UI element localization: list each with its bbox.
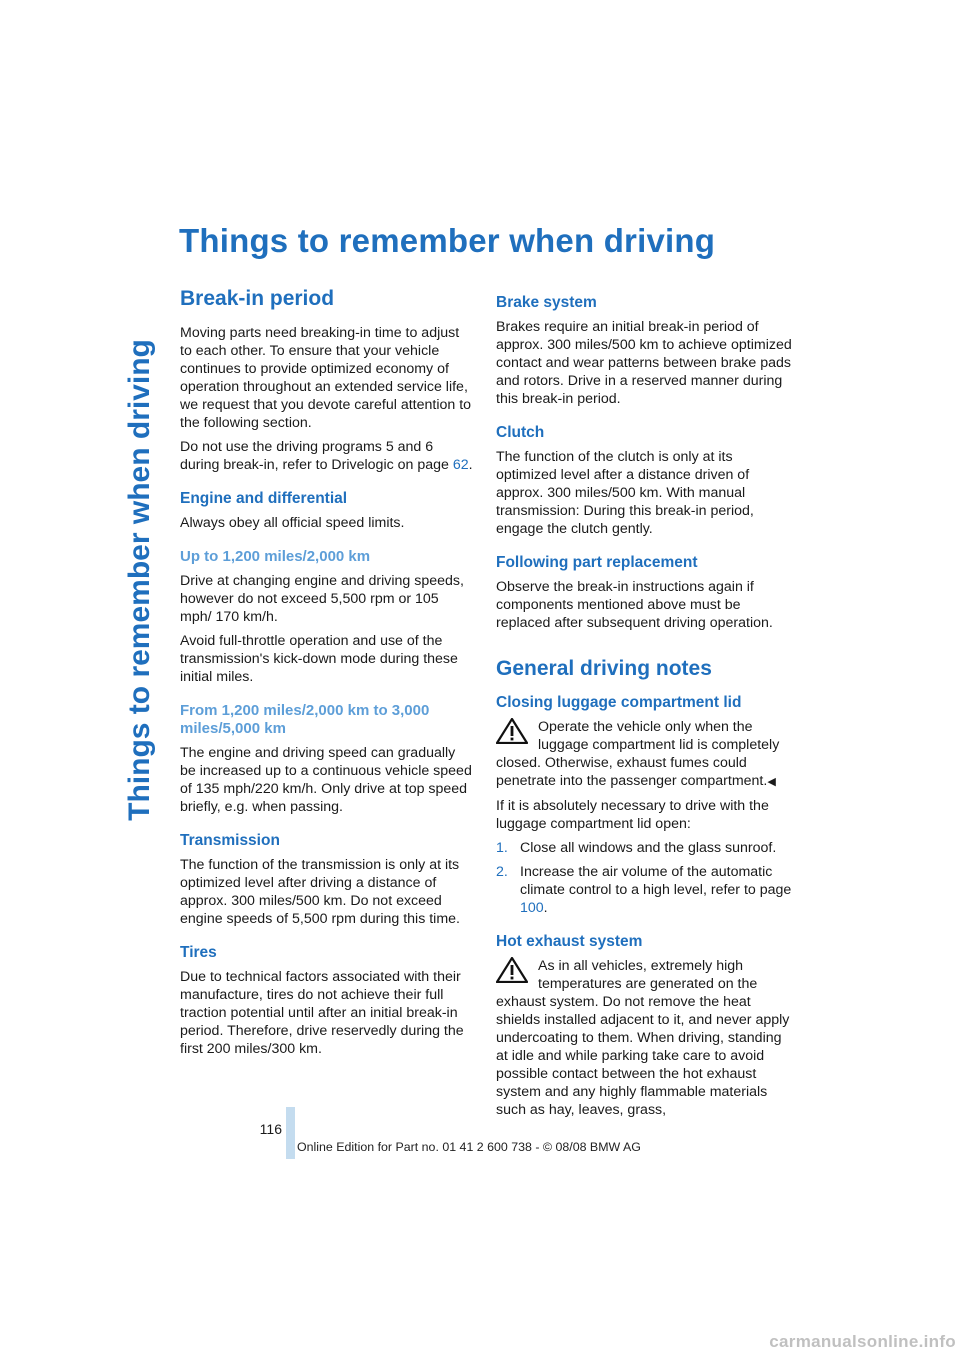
clutch-heading: Clutch <box>496 424 545 441</box>
side-title-text: Things to remember when driving <box>123 339 156 821</box>
breakin-heading: Break-in period <box>180 287 335 310</box>
from-paragraph: The engine and driving speed can gradually be increased up to a continuous vehicle speed of 135 mph/220 km/h. Only drive at top speed briefly, e.g. when passing. <box>180 745 472 815</box>
step-text-end: . <box>543 900 548 916</box>
luggage-steps <box>496 839 792 917</box>
breakin-paragraph-2 <box>180 438 474 474</box>
page-title: Things to remember when driving <box>179 222 716 259</box>
side-section-title <box>103 230 163 930</box>
from-section <box>180 702 474 816</box>
engine-paragraph: Always obey all official speed limits. <box>180 515 405 531</box>
transmission-heading: Transmission <box>180 832 280 849</box>
warning-triangle-icon <box>496 957 528 983</box>
luggage-warning <box>496 718 792 791</box>
page-link-62[interactable]: 62 <box>452 457 469 473</box>
luggage-heading: Closing luggage compartment lid <box>496 694 742 711</box>
breakin-paragraph-2-end: . <box>468 457 473 473</box>
upto-paragraph-1: Drive at changing engine and driving speeds, however do not exceed 5,500 rpm or 105 mph/ 170 km/h. <box>180 573 464 625</box>
tires-section <box>180 944 474 1058</box>
luggage-warning-text: Operate the vehicle only when the luggage compartment lid is completely closed. Otherwise, exhaust fumes could penetrate into the passenger compartment. <box>496 719 780 789</box>
left-column <box>180 287 474 1064</box>
exhaust-warning <box>496 957 792 1119</box>
upto-heading: Up to 1,200 miles/2,000 km <box>180 548 371 565</box>
transmission-paragraph: The function of the transmission is only at its optimized level after driving a distance of approx. 300 miles/500 km. Do not exceed engine speeds of 5,500 rpm during this time. <box>180 857 460 927</box>
right-column <box>496 294 792 1125</box>
step-number: 2. <box>496 864 508 880</box>
step-number: 1. <box>496 840 508 856</box>
footer-edition: Online Edition for Part no. 01 41 2 600 738 - © 08/08 BMW AG <box>297 1140 641 1154</box>
footer-bar <box>286 1107 295 1159</box>
upto-section <box>180 548 474 686</box>
following-section <box>496 554 792 632</box>
general-heading: General driving notes <box>496 657 712 680</box>
tires-paragraph: Due to technical factors associated with their manufacture, tires do not achieve their full traction potential until after an initial break-in period. Therefore, drive reservedly during the first 200 miles/300 km. <box>180 969 464 1057</box>
breakin-paragraph-1: Moving parts need breaking-in time to adjust to each other. To ensure that your vehicle continues to provide optimized economy of operation throughout an extended service life, we request that you devote careful attention to the following section. <box>180 325 472 431</box>
engine-heading: Engine and differential <box>180 490 348 507</box>
following-paragraph: Observe the break-in instructions again if components mentioned above must be replaced after subsequent driving operation. <box>496 579 773 631</box>
clutch-section <box>496 424 792 538</box>
page-link-100[interactable]: 100 <box>520 900 544 916</box>
page-number: 116 <box>259 1121 282 1137</box>
brake-paragraph: Brakes require an initial break-in period of approx. 300 miles/500 km to achieve optimized contact and wear patterns between brake pads and rotors. Drive in a reserved manner during this break-in period. <box>496 319 792 407</box>
clutch-paragraph: The function of the clutch is only at its optimized level after a distance driven of approx. 300 miles/500 km. With manual transmission: During this break-in period, engage the clutch gently. <box>496 449 754 537</box>
general-section <box>496 657 792 1119</box>
brake-heading: Brake system <box>496 294 597 311</box>
step-2 <box>496 863 792 917</box>
step-text: Close all windows and the glass sunroof. <box>520 840 777 856</box>
exhaust-heading: Hot exhaust system <box>496 933 643 950</box>
warning-triangle-icon <box>496 718 528 744</box>
exhaust-warning-text: As in all vehicles, extremely high temperatures are generated on the exhaust system. Do not remove the heat shields installed adjacent to it, and never apply undercoating to them. When driving, standing at idle and while parking take care to avoid possible contact between the hot exhaust system and any highly flammable materials such as hay, leaves, grass, <box>496 958 790 1118</box>
following-heading: Following part replacement <box>496 554 698 571</box>
step-text: Increase the air volume of the automatic climate control to a high level, refer to page <box>520 864 792 898</box>
engine-section <box>180 490 474 532</box>
luggage-paragraph: If it is absolutely necessary to drive with the luggage compartment lid open: <box>496 798 769 832</box>
end-mark: ◀ <box>767 776 776 788</box>
upto-paragraph-2: Avoid full-throttle operation and use of the transmission's kick-down mode during these initial miles. <box>180 633 458 685</box>
step-1 <box>496 839 792 857</box>
tires-heading: Tires <box>180 944 217 961</box>
breakin-paragraph-2-text: Do not use the driving programs 5 and 6 during break-in, refer to Drivelogic on page <box>180 439 453 473</box>
from-heading: From 1,200 miles/2,000 km to 3,000 miles/5,000 km <box>180 702 430 737</box>
watermark: carmanualsonline.info <box>769 1332 956 1351</box>
transmission-section <box>180 832 474 928</box>
